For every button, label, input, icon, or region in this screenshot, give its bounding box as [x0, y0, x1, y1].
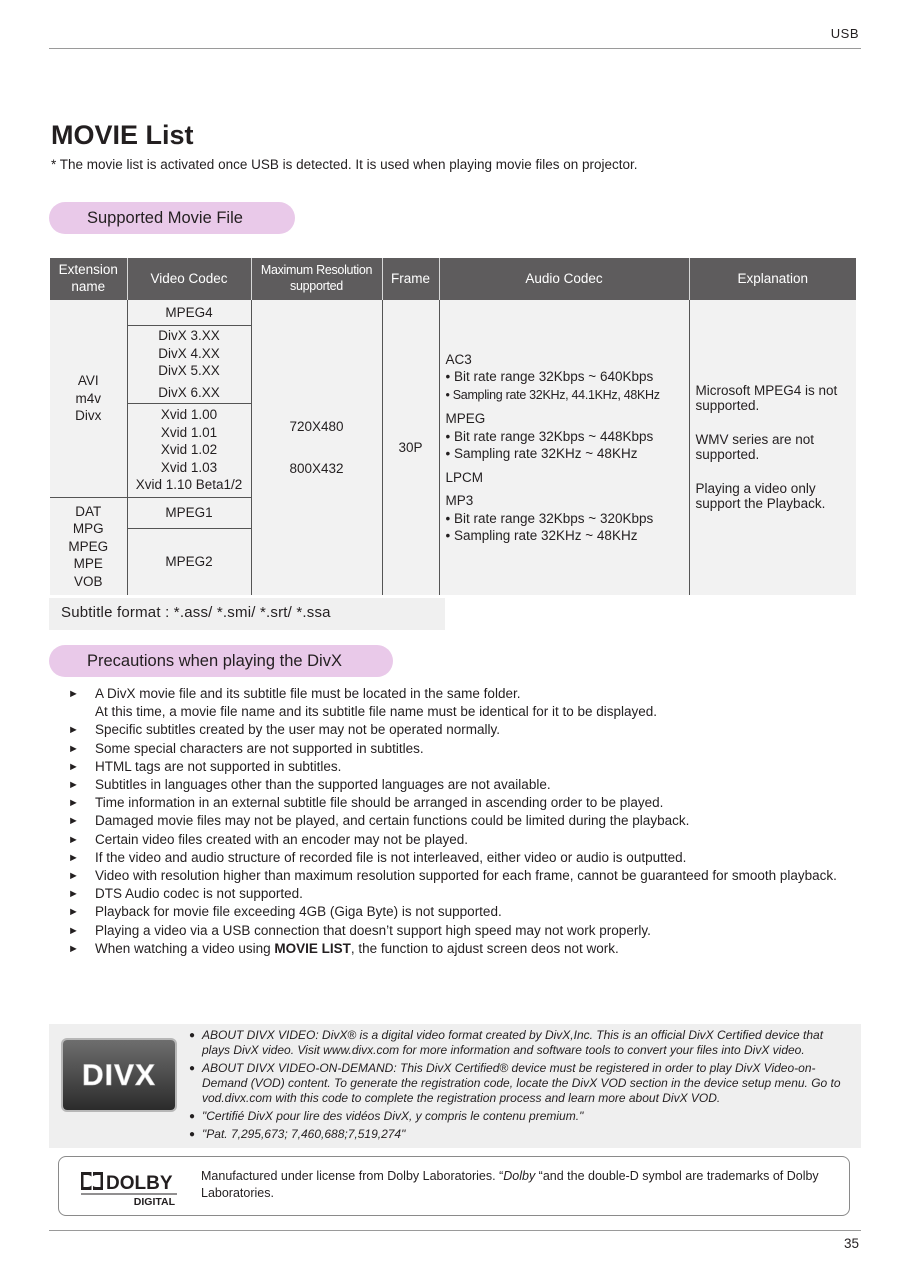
supported-movie-table — [50, 258, 856, 595]
precaution-text: DTS Audio codec is not supported. — [95, 886, 303, 902]
header-divider — [49, 48, 861, 49]
precaution-text: Playing a video via a USB connection that doesn’t support high speed may not work properly. — [95, 922, 651, 938]
list-item — [68, 721, 837, 739]
page-subtitle: * The movie list is activated once USB is detected. It is used when playing movie files on projector. — [51, 157, 638, 172]
extension-value: AVI — [77, 373, 99, 388]
precaution-text: Specific subtitles created by the user may not be operated normally. — [95, 722, 500, 738]
codec-mpeg4: MPEG4 — [127, 300, 251, 325]
supported-movie-file-heading: Supported Movie File — [49, 202, 295, 234]
extension-value: MPEG — [68, 538, 109, 554]
codec-mpeg2: MPEG2 — [127, 528, 251, 595]
footer-divider — [49, 1230, 861, 1231]
subtitle-format: Subtitle format : *.ass/ *.smi/ *.srt/ *.ssa — [49, 598, 445, 630]
col-video-codec: Video Codec — [127, 258, 251, 300]
precaution-text: Video with resolution higher than maximum resolution supported for each frame, cannot be guaranteed for smooth playback. — [95, 868, 837, 884]
audio-mpeg-title: MPEG — [445, 411, 486, 426]
audio-lpcm — [446, 469, 689, 487]
resolution-cell — [251, 300, 382, 595]
bullet-arrow-icon: ► — [68, 906, 79, 919]
precaution-text: HTML tags are not supported in subtitles. — [95, 758, 342, 774]
codec-value: DivX 4.XX — [158, 345, 220, 361]
list-item — [68, 903, 837, 921]
list-item — [68, 758, 837, 776]
col-extension-name: Extension name — [50, 258, 127, 300]
codec-mpeg1: MPEG1 — [127, 497, 251, 528]
list-item — [68, 740, 837, 758]
bullet-arrow-icon: ► — [68, 924, 79, 937]
divx-logo-text: DIVX — [81, 1059, 157, 1092]
precaution-text: Damaged movie files may not be played, and certain functions could be limited during the playback. — [95, 813, 690, 829]
precaution-text: Some special characters are not supported in subtitles. — [95, 740, 424, 756]
codec-value: DivX 3.XX — [158, 328, 220, 343]
audio-mp3-sampling: • Sampling rate 32KHz ~ 48KHz — [445, 528, 638, 543]
explanation-cell — [689, 300, 856, 595]
bullet-arrow-icon: ► — [68, 760, 79, 773]
codec-value: Xvid 1.10 Beta1/2 — [135, 477, 243, 493]
dolby-text-part: Manufactured under license from Dolby Laboratories. “ — [201, 1169, 504, 1183]
dolby-text-part: “and the double-D symbol are trademarks of Dolby Laboratories. — [201, 1169, 819, 1200]
precaution-text-continued: At this time, a movie file name and its subtitle file name must be identical for it to be displayed. — [95, 704, 658, 720]
table-header-row — [50, 258, 856, 300]
audio-ac3-title: AC3 — [445, 351, 472, 367]
list-item — [68, 794, 837, 812]
audio-mp3-title: MP3 — [445, 493, 474, 508]
divx-logo — [63, 1040, 175, 1110]
audio-mp3-bitrate: • Bit rate range 32Kbps ~ 320Kbps — [445, 510, 654, 526]
list-item — [68, 940, 837, 958]
resolution-value: 800X432 — [289, 460, 344, 476]
col-explanation: Explanation — [689, 258, 856, 300]
section-label: USB — [830, 26, 859, 41]
dolby-logo-sub: DIGITAL — [133, 1196, 175, 1207]
extension-value: m4v — [75, 390, 101, 406]
divx-info-box — [49, 1024, 861, 1148]
codec-value: DivX 6.XX — [158, 384, 220, 400]
dolby-italic-word: Dolby — [503, 1169, 536, 1183]
bullet-arrow-icon: ► — [68, 851, 79, 864]
precaution-text: Subtitles in languages other than the supported languages are not available. — [95, 777, 551, 793]
audio-ac3-bitrate: • Bit rate range 32Kbps ~ 640Kbps — [445, 369, 654, 384]
precaution-text: Time information in an external subtitle file should be arranged in ascending order to be played. — [95, 795, 664, 811]
col-max-resolution: Maximum Resolution supported — [251, 258, 382, 300]
bullet-arrow-icon: ► — [68, 942, 79, 955]
bullet-dot-icon: ● — [189, 1129, 196, 1140]
bullet-arrow-icon: ► — [68, 797, 79, 810]
divx-note-text: "Pat. 7,295,673; 7,460,688;7,519,274" — [202, 1127, 406, 1141]
explanation-item: Microsoft MPEG4 is not supported. — [695, 383, 838, 413]
bullet-arrow-icon: ► — [68, 724, 79, 737]
precaution-text: Certain video files created with an encoder may not be played. — [95, 831, 468, 847]
precaution-text: Playback for movie file exceeding 4GB (Giga Byte) is not supported. — [95, 904, 502, 920]
codec-value: Xvid 1.03 — [160, 459, 218, 475]
bullet-arrow-icon: ► — [68, 870, 79, 883]
bullet-arrow-icon: ► — [68, 815, 79, 828]
extension-value: Divx — [75, 408, 102, 423]
precaution-text: When watching a video using — [95, 940, 275, 956]
explanation-item: Playing a video only support the Playback. — [695, 481, 826, 511]
codec-xvid — [127, 403, 251, 497]
frame-cell: 30P — [382, 300, 439, 595]
page-number: 35 — [843, 1236, 859, 1251]
resolution-value: 720X480 — [289, 419, 344, 434]
extension-value: VOB — [73, 573, 103, 589]
bullet-arrow-icon: ► — [68, 888, 79, 901]
divx-logo-icon — [69, 1055, 169, 1095]
precautions-list — [68, 685, 837, 958]
audio-mpeg-bitrate: • Bit rate range 32Kbps ~ 448Kbps — [445, 428, 654, 444]
list-item — [68, 685, 837, 721]
codec-value: DivX 5.XX — [158, 363, 220, 378]
bullet-arrow-icon: ► — [68, 742, 79, 755]
list-item — [68, 776, 837, 794]
bullet-arrow-icon: ► — [68, 833, 79, 846]
divx-note-text: "Certifié DivX pour lire des vidéos DivX, y compris le contenu premium." — [202, 1109, 584, 1123]
list-item — [68, 812, 837, 830]
list-item — [189, 1109, 853, 1124]
audio-lpcm-title: LPCM — [445, 469, 484, 485]
list-item — [68, 922, 837, 940]
bullet-arrow-icon: ► — [68, 779, 79, 792]
codec-value: Xvid 1.01 — [160, 424, 218, 440]
divx-notes — [189, 1028, 853, 1145]
bullet-dot-icon: ● — [189, 1063, 196, 1074]
codec-value: Xvid 1.00 — [160, 407, 218, 423]
extension-value: MPE — [73, 556, 103, 571]
dolby-logo-word: DOLBY — [106, 1173, 173, 1194]
extension-value: MPG — [72, 521, 104, 536]
movie-list-emphasis: MOVIE LIST — [274, 940, 351, 956]
table-row — [50, 300, 856, 325]
precaution-text: A DivX movie file and its subtitle file must be located in the same folder. — [95, 686, 521, 701]
audio-mpeg — [446, 410, 689, 463]
page-title: MOVIE List — [51, 120, 194, 150]
list-item — [68, 885, 837, 903]
audio-codec-cell — [439, 300, 689, 595]
precautions-heading: Precautions when playing the DivX — [49, 645, 393, 677]
codec-value: Xvid 1.02 — [160, 442, 218, 458]
list-item — [68, 831, 837, 849]
precaution-text: If the video and audio structure of recorded file is not interleaved, either video or audio is outputted. — [95, 849, 687, 865]
col-frame: Frame — [382, 258, 439, 300]
audio-ac3-sampling: • Sampling rate 32KHz, 44.1KHz, 48KHz — [445, 387, 660, 402]
list-item — [189, 1028, 853, 1058]
bullet-dot-icon: ● — [189, 1111, 196, 1122]
col-audio-codec: Audio Codec — [439, 258, 689, 300]
bullet-arrow-icon: ► — [68, 688, 79, 700]
codec-divx — [127, 325, 251, 403]
divx-note-text: ABOUT DIVX VIDEO: DivX® is a digital video format created by DivX,Inc. This is an official DivX Certified device that plays DivX video. Visit www.divx.com for more information and software tools to convert your files into DivX video. — [202, 1028, 824, 1057]
bullet-dot-icon: ● — [189, 1030, 196, 1041]
list-item — [68, 849, 837, 867]
list-item — [189, 1061, 853, 1106]
audio-ac3 — [446, 351, 689, 405]
extension-group-dat — [50, 497, 127, 595]
list-item — [189, 1127, 853, 1142]
extension-value: DAT — [75, 503, 102, 519]
list-item — [68, 867, 837, 885]
audio-mpeg-sampling: • Sampling rate 32KHz ~ 48KHz — [445, 446, 638, 461]
divx-note-text: ABOUT DIVX VIDEO-ON-DEMAND: This DivX Certified® device must be registered in order to play DivX Video-on-Demand (VOD) content. To generate the registration code, locate the DivX VOD section in the device setup menu. Go to vod.divx.com with this code to complete the registration process and learn more about DivX VOD. — [202, 1061, 841, 1105]
extension-group-avi — [50, 300, 127, 497]
explanation-item: WMV series are not supported. — [695, 432, 815, 462]
audio-mp3 — [446, 492, 689, 545]
precaution-text: , the function to ajdust screen deos not work. — [350, 940, 619, 956]
dolby-trademark-text — [201, 1168, 841, 1202]
dolby-digital-logo — [79, 1169, 179, 1207]
dolby-notice-box — [58, 1156, 850, 1216]
